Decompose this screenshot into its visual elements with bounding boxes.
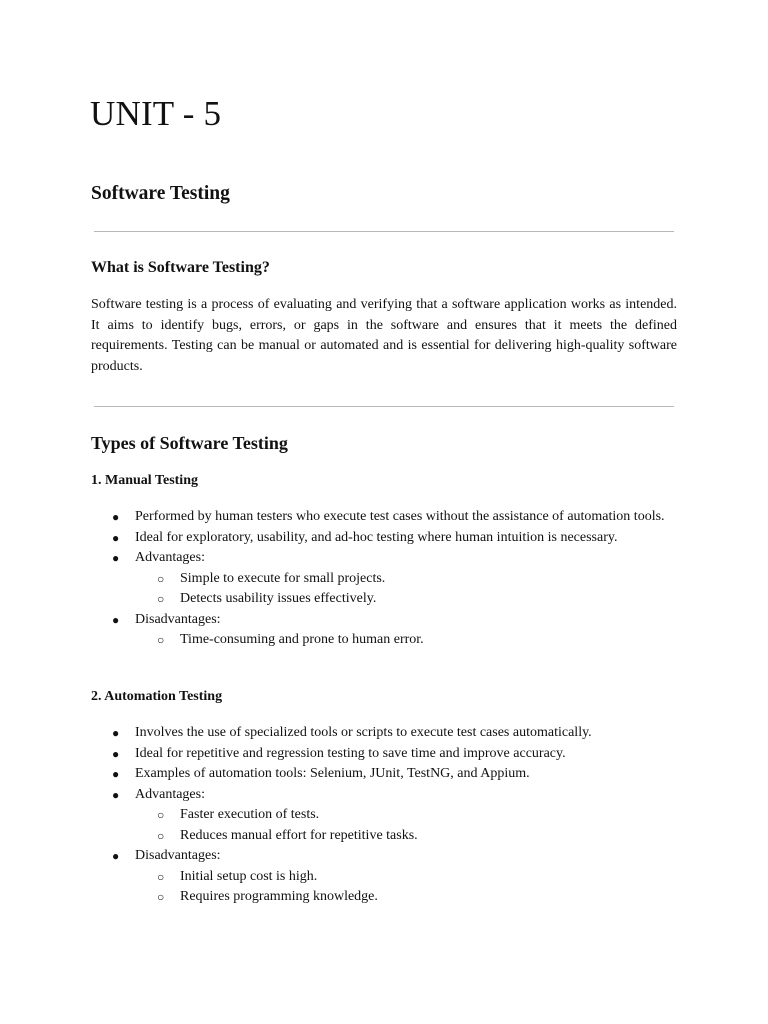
what-heading: What is Software Testing? (91, 259, 270, 276)
advantages-sublist (135, 569, 681, 610)
circle-bullet-icon: ○ (157, 633, 165, 647)
what-paragraph: Software testing is a process of evaluating and verifying that a software application works as intended. It aims to identify bugs, errors, or gaps in the software and ensures that it meets the defined requirements. Testing can be manual or automated and is essential for delivering high-quality software products. (91, 297, 677, 375)
sub-list-item (91, 887, 681, 908)
list-item-disadvantages (91, 846, 681, 908)
unit-title: UNIT - 5 (90, 94, 222, 133)
list-item (91, 764, 681, 785)
sub-list-item-text: Initial setup cost is high. (180, 868, 318, 884)
bullet-icon: ● (112, 510, 120, 524)
list-item-disadvantages (91, 610, 681, 651)
manual-testing-heading: 1. Manual Testing (91, 473, 198, 488)
list-item-text: Advantages: (135, 550, 205, 565)
sub-list-item-text: Detects usability issues effectively. (180, 591, 377, 606)
manual-testing-list (91, 507, 681, 651)
list-item-text: Involves the use of specialized tools or scripts to execute test cases automatically. (135, 725, 592, 740)
automation-testing-heading: 2. Automation Testing (91, 689, 223, 704)
sub-list-item (91, 867, 681, 888)
sub-list-item (91, 589, 681, 610)
list-item (91, 528, 681, 549)
horizontal-rule (94, 231, 674, 232)
list-item-text: Examples of automation tools: Selenium, JUnit, TestNG, and Appium. (135, 766, 530, 781)
list-item-text: Disadvantages: (135, 848, 221, 863)
sub-list-item (91, 826, 681, 847)
circle-bullet-icon: ○ (157, 592, 165, 606)
list-item-advantages (91, 785, 681, 847)
advantages-sublist (135, 805, 681, 846)
circle-bullet-icon: ○ (157, 828, 165, 843)
disadvantages-sublist (135, 630, 681, 651)
circle-bullet-icon: ○ (157, 890, 165, 904)
bullet-icon: ● (112, 849, 120, 863)
circle-bullet-icon: ○ (157, 869, 165, 884)
types-heading: Types of Software Testing (91, 433, 288, 453)
list-item-text: Ideal for repetitive and regression testing to save time and improve accuracy. (135, 745, 566, 761)
sub-list-item-text: Faster execution of tests. (180, 807, 320, 822)
list-item (91, 507, 681, 528)
bullet-icon: ● (112, 726, 120, 740)
list-item-text: Performed by human testers who execute test cases without the assistance of automation tools. (135, 509, 665, 524)
sub-list-item-text: Simple to execute for small projects. (180, 570, 386, 586)
list-item-text: Disadvantages: (135, 611, 221, 627)
list-item (91, 744, 681, 765)
bullet-icon: ● (112, 612, 120, 627)
list-item (91, 723, 681, 744)
automation-testing-list (91, 723, 681, 908)
bullet-icon: ● (112, 746, 120, 761)
circle-bullet-icon: ○ (157, 808, 165, 822)
sub-list-item-text: Requires programming knowledge. (180, 889, 378, 904)
sub-list-item-text: Time-consuming and prone to human error. (180, 632, 424, 647)
sub-list-item (91, 805, 681, 826)
circle-bullet-icon: ○ (157, 571, 165, 586)
bullet-icon: ● (112, 787, 120, 802)
sub-list-item-text: Reduces manual effort for repetitive tasks. (180, 827, 418, 843)
list-item-advantages (91, 548, 681, 610)
bullet-icon: ● (112, 767, 120, 781)
disadvantages-sublist (135, 867, 681, 908)
sub-list-item (91, 569, 681, 590)
list-item-text: Ideal for exploratory, usability, and ad-hoc testing where human intuition is necessary. (135, 529, 618, 545)
section-title: Software Testing (91, 183, 230, 204)
horizontal-rule (94, 406, 674, 407)
bullet-icon: ● (112, 551, 120, 565)
bullet-icon: ● (112, 530, 120, 545)
sub-list-item (91, 630, 681, 651)
list-item-text: Advantages: (135, 786, 205, 802)
